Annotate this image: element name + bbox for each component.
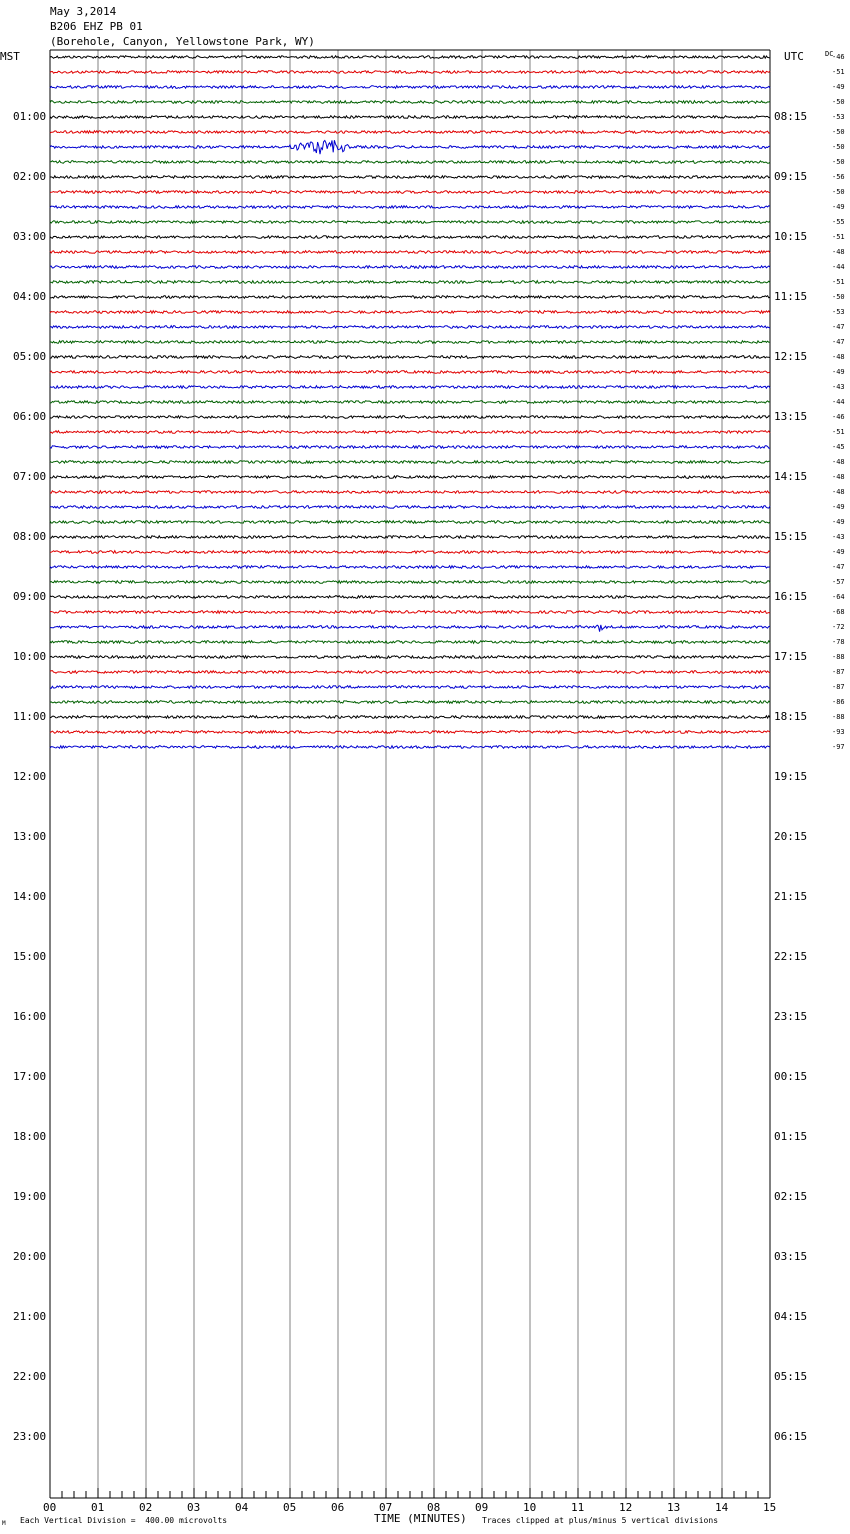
dc-offset-label: -87 bbox=[832, 683, 845, 691]
mst-hour-label: 13:00 bbox=[13, 830, 47, 843]
x-tick-label: 01 bbox=[91, 1501, 105, 1514]
x-tick-label: 03 bbox=[187, 1501, 201, 1514]
seismic-trace-row-40 bbox=[50, 656, 770, 659]
dc-label: DC bbox=[825, 50, 834, 58]
utc-hour-label: 14:15 bbox=[774, 470, 808, 483]
dc-offset-label: -51 bbox=[832, 68, 845, 76]
seismic-trace-row-34 bbox=[50, 566, 770, 569]
seismic-trace-row-29 bbox=[50, 491, 770, 494]
dc-offset-label: -47 bbox=[832, 563, 845, 571]
utc-hour-label: 11:15 bbox=[774, 290, 808, 303]
utc-hour-label: 13:15 bbox=[774, 410, 808, 423]
dc-offset-label: -50 bbox=[832, 128, 845, 136]
seismic-trace-row-35 bbox=[50, 581, 770, 584]
mst-hour-label: 05:00 bbox=[13, 350, 47, 363]
utc-hour-label: 15:15 bbox=[774, 530, 808, 543]
x-tick-label: 11 bbox=[571, 1501, 585, 1514]
mst-hour-label: 09:00 bbox=[13, 590, 47, 603]
seismic-trace-row-10 bbox=[50, 206, 770, 209]
mst-hour-label: 03:00 bbox=[13, 230, 47, 243]
x-tick-label: 07 bbox=[379, 1501, 393, 1514]
seismic-trace-row-0 bbox=[50, 56, 770, 59]
x-tick-label: 04 bbox=[235, 1501, 249, 1514]
dc-offset-label: -78 bbox=[832, 638, 845, 646]
dc-offset-label: -88 bbox=[832, 713, 845, 721]
utc-hour-label: 01:15 bbox=[774, 1130, 808, 1143]
seismic-trace-row-20 bbox=[50, 356, 770, 359]
utc-hour-label: 17:15 bbox=[774, 650, 808, 663]
seismic-trace-row-24 bbox=[50, 416, 770, 419]
seismic-trace-row-18 bbox=[50, 326, 770, 329]
mst-hour-label: 06:00 bbox=[13, 410, 47, 423]
dc-offset-label: -55 bbox=[832, 218, 845, 226]
header-date: May 3,2014 bbox=[50, 5, 117, 18]
x-axis-title: TIME (MINUTES) bbox=[374, 1512, 467, 1525]
mst-hour-label: 10:00 bbox=[13, 650, 47, 663]
mst-hour-label: 12:00 bbox=[13, 770, 47, 783]
dc-offset-label: -48 bbox=[832, 473, 845, 481]
seismic-trace-row-31 bbox=[50, 521, 770, 524]
dc-offset-label: -46 bbox=[832, 53, 845, 61]
seismic-trace-row-43 bbox=[50, 701, 770, 704]
footer-scale-note: Each Vertical Division = 400.00 microvolts bbox=[20, 1516, 228, 1525]
seismic-trace-row-38 bbox=[50, 625, 770, 632]
mst-hour-label: 02:00 bbox=[13, 170, 47, 183]
mst-hour-label: 04:00 bbox=[13, 290, 47, 303]
dc-offset-label: -64 bbox=[832, 593, 845, 601]
seismic-trace-row-6 bbox=[50, 140, 770, 154]
seismic-trace-row-13 bbox=[50, 251, 770, 254]
seismic-trace-row-1 bbox=[50, 71, 770, 74]
x-tick-label: 13 bbox=[667, 1501, 681, 1514]
utc-hour-label: 19:15 bbox=[774, 770, 808, 783]
mst-hour-label: 01:00 bbox=[13, 110, 47, 123]
utc-hour-label: 23:15 bbox=[774, 1010, 808, 1023]
mst-hour-label: 22:00 bbox=[13, 1370, 47, 1383]
dc-offset-label: -49 bbox=[832, 368, 845, 376]
utc-hour-label: 06:15 bbox=[774, 1430, 808, 1443]
seismic-trace-row-41 bbox=[50, 671, 770, 674]
dc-offset-label: -93 bbox=[832, 728, 845, 736]
seismic-trace-row-28 bbox=[50, 476, 770, 479]
seismic-trace-row-46 bbox=[50, 746, 770, 749]
mst-hour-label: 11:00 bbox=[13, 710, 47, 723]
mst-hour-label: 20:00 bbox=[13, 1250, 47, 1263]
seismic-trace-row-32 bbox=[50, 536, 770, 539]
header-location: (Borehole, Canyon, Yellowstone Park, WY) bbox=[50, 35, 315, 48]
mst-hour-label: 18:00 bbox=[13, 1130, 47, 1143]
dc-offset-label: -51 bbox=[832, 428, 845, 436]
seismic-trace-row-19 bbox=[50, 341, 770, 344]
mst-hour-label: 23:00 bbox=[13, 1430, 47, 1443]
x-tick-label: 10 bbox=[523, 1501, 537, 1514]
dc-offset-label: -49 bbox=[832, 503, 845, 511]
dc-offset-label: -43 bbox=[832, 383, 845, 391]
dc-offset-label: -51 bbox=[832, 233, 845, 241]
seismic-trace-row-22 bbox=[50, 386, 770, 389]
dc-offset-label: -46 bbox=[832, 413, 845, 421]
seismic-trace-row-27 bbox=[50, 461, 770, 464]
x-tick-label: 12 bbox=[619, 1501, 633, 1514]
dc-offset-label: -50 bbox=[832, 98, 845, 106]
utc-hour-label: 08:15 bbox=[774, 110, 808, 123]
dc-offset-label: -88 bbox=[832, 653, 845, 661]
dc-offset-label: -50 bbox=[832, 143, 845, 151]
seismic-trace-row-26 bbox=[50, 446, 770, 449]
seismic-trace-row-15 bbox=[50, 281, 770, 284]
dc-offset-label: -72 bbox=[832, 623, 845, 631]
seismic-trace-row-16 bbox=[50, 296, 770, 299]
seismic-trace-row-5 bbox=[50, 131, 770, 134]
x-tick-label: 14 bbox=[715, 1501, 729, 1514]
dc-offset-label: -56 bbox=[832, 173, 845, 181]
seismic-trace-row-42 bbox=[50, 686, 770, 689]
dc-offset-label: -48 bbox=[832, 488, 845, 496]
x-tick-label: 02 bbox=[139, 1501, 153, 1514]
dc-offset-label: -44 bbox=[832, 398, 845, 406]
dc-offset-label: -49 bbox=[832, 203, 845, 211]
x-tick-label: 06 bbox=[331, 1501, 345, 1514]
seismic-trace-row-23 bbox=[50, 401, 770, 404]
utc-hour-label: 09:15 bbox=[774, 170, 808, 183]
dc-offset-label: -45 bbox=[832, 443, 845, 451]
utc-hour-label: 10:15 bbox=[774, 230, 808, 243]
seismic-trace-row-44 bbox=[50, 716, 770, 719]
seismic-trace-row-30 bbox=[50, 506, 770, 509]
dc-offset-label: -44 bbox=[832, 263, 845, 271]
header-station: B206 EHZ PB 01 bbox=[50, 20, 143, 33]
seismic-trace-row-37 bbox=[50, 611, 770, 614]
utc-hour-label: 16:15 bbox=[774, 590, 808, 603]
seismic-trace-row-11 bbox=[50, 221, 770, 224]
x-tick-label: 00 bbox=[43, 1501, 57, 1514]
seismic-trace-row-12 bbox=[50, 236, 770, 239]
seismic-trace-row-4 bbox=[50, 116, 770, 119]
mst-hour-label: 15:00 bbox=[13, 950, 47, 963]
seismic-trace-row-9 bbox=[50, 191, 770, 194]
utc-hour-label: 18:15 bbox=[774, 710, 808, 723]
mst-hour-label: 14:00 bbox=[13, 890, 47, 903]
dc-offset-label: -47 bbox=[832, 323, 845, 331]
utc-hour-label: 05:15 bbox=[774, 1370, 808, 1383]
utc-hour-label: 22:15 bbox=[774, 950, 808, 963]
seismic-trace-row-7 bbox=[50, 161, 770, 164]
mst-hour-label: 08:00 bbox=[13, 530, 47, 543]
dc-offset-label: -57 bbox=[832, 578, 845, 586]
seismic-trace-row-8 bbox=[50, 176, 770, 179]
dc-offset-label: -53 bbox=[832, 308, 845, 316]
dc-offset-label: -50 bbox=[832, 188, 845, 196]
mst-hour-label: 17:00 bbox=[13, 1070, 47, 1083]
footer-clip-note: Traces clipped at plus/minus 5 vertical divisions bbox=[482, 1516, 719, 1525]
dc-offset-label: -49 bbox=[832, 518, 845, 526]
seismic-trace-row-14 bbox=[50, 266, 770, 269]
seismic-trace-row-45 bbox=[50, 731, 770, 734]
dc-offset-label: -50 bbox=[832, 293, 845, 301]
footer-mark: M bbox=[2, 1520, 6, 1527]
dc-offset-label: -43 bbox=[832, 533, 845, 541]
dc-offset-label: -48 bbox=[832, 248, 845, 256]
dc-offset-label: -87 bbox=[832, 668, 845, 676]
x-tick-label: 15 bbox=[763, 1501, 777, 1514]
mst-hour-label: 19:00 bbox=[13, 1190, 47, 1203]
mst-hour-label: 21:00 bbox=[13, 1310, 47, 1323]
seismic-trace-row-3 bbox=[50, 101, 770, 104]
utc-hour-label: 00:15 bbox=[774, 1070, 808, 1083]
dc-offset-label: -49 bbox=[832, 83, 845, 91]
seismic-trace-row-25 bbox=[50, 431, 770, 434]
utc-hour-label: 03:15 bbox=[774, 1250, 808, 1263]
seismic-trace-row-33 bbox=[50, 551, 770, 554]
dc-offset-label: -50 bbox=[832, 158, 845, 166]
dc-offset-label: -48 bbox=[832, 458, 845, 466]
seismic-trace-row-2 bbox=[50, 86, 770, 89]
utc-hour-label: 20:15 bbox=[774, 830, 808, 843]
x-tick-label: 08 bbox=[427, 1501, 441, 1514]
seismic-trace-row-21 bbox=[50, 371, 770, 374]
dc-offset-label: -53 bbox=[832, 113, 845, 121]
seismic-trace-row-39 bbox=[50, 641, 770, 644]
mst-hour-label: 16:00 bbox=[13, 1010, 47, 1023]
utc-hour-label: 02:15 bbox=[774, 1190, 808, 1203]
dc-offset-label: -51 bbox=[832, 278, 845, 286]
x-tick-label: 09 bbox=[475, 1501, 489, 1514]
utc-hour-label: 21:15 bbox=[774, 890, 808, 903]
seismic-trace-row-36 bbox=[50, 596, 770, 599]
dc-offset-label: -48 bbox=[832, 353, 845, 361]
utc-hour-label: 04:15 bbox=[774, 1310, 808, 1323]
dc-offset-label: -68 bbox=[832, 608, 845, 616]
x-tick-label: 05 bbox=[283, 1501, 297, 1514]
dc-offset-label: -86 bbox=[832, 698, 845, 706]
dc-offset-label: -49 bbox=[832, 548, 845, 556]
utc-hour-label: 12:15 bbox=[774, 350, 808, 363]
mst-axis-title: MST bbox=[0, 50, 20, 63]
dc-offset-label: -97 bbox=[832, 743, 845, 751]
dc-offset-label: -47 bbox=[832, 338, 845, 346]
seismic-trace-row-17 bbox=[50, 311, 770, 314]
utc-axis-title: UTC bbox=[784, 50, 804, 63]
mst-hour-label: 07:00 bbox=[13, 470, 47, 483]
